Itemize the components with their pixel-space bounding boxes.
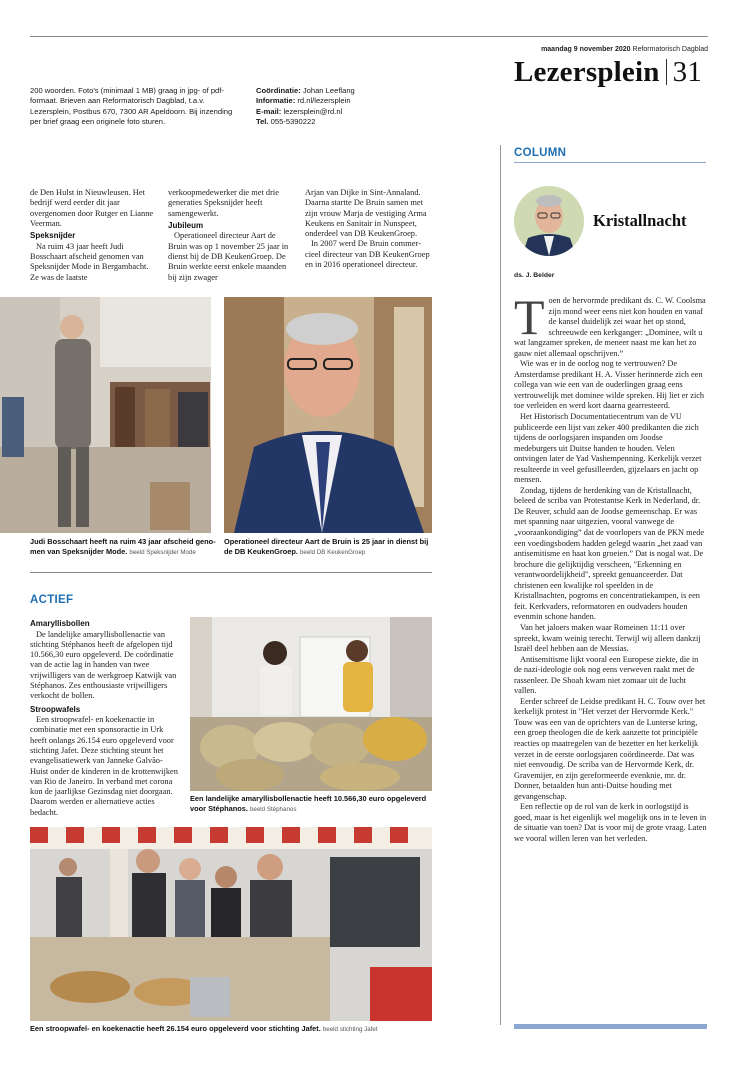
caption-bulbs: Een landelijke amaryllisbollenactie heeft 10.566,30 euro opgeleverd voor Stéphanos. beeld Stéphanos [190,794,427,813]
header-paper: Reformatorisch Dagblad [632,46,708,53]
header-date: maandag 9 november 2020 [541,46,631,53]
caption-aart: Operationeel directeur Aart de Bruin is 25 jaar in dienst bij de DB KeukenGroep. beeld DB KeukenGroep [224,537,429,556]
author-portrait [514,186,584,256]
actief-title: ACTIEF [30,594,74,606]
contact-line: Tel. 055-5390222 [256,117,316,127]
submission-text: 200 woorden. Foto's (minimaal 1 MB) graag in jpg- of pdf-formaat. Brieven aan Reformatorisch Dagblad, t.a.v. Lezersplein, Postbus 670, 7300 AR Apeldoorn. Bij inzending per brief graag een originele foto sturen. [30,86,233,127]
column-end-bar [514,1024,707,1029]
subhead-jubileum: Jubileum [168,220,204,230]
actief-text: Amaryllisbollen De landelijke amaryllisbollenactie van stichting Stéphanos heeft de afgelopen tijd 10.566,30 euro opgeleverd. De coördinatie van de actie lag in handen van twee vrijwilligers van de werkgroep Katwijk van Stéphanos. Zes enthousiaste vrijwilligers verkocht de bollen. Stroopwafels Een stroopwafel- en koekenactie in combinatie met een sponsoractie in Urk heeft onlangs 26.154 euro opgeleverd voor stichting Jafet. Deze stichting steunt het evangelisatiewerk van Janneke Galvão-Huist onder de kinderen in de krottenwijken van Rio de Janeiro. In verband met corona kon de jaarlijkse Gezinsdag niet doorgaan. Daarom werden er alternatieve acties bedacht. [30,619,180,818]
photo-amaryllis-bulbs [190,617,432,791]
section-title-text: Lezersplein [514,56,660,88]
page-header [541,46,708,53]
contact-line: Coördinatie: Johan Leeflang [256,86,355,95]
subhead-stroopwafels: Stroopwafels [30,704,81,714]
column-title: Kristallnacht [593,211,687,230]
subhead-amaryllis: Amaryllisbollen [30,619,90,628]
top-rule [30,36,708,37]
section-title [514,56,702,89]
actief-rule [30,572,432,573]
article-col-2: verkoopmedewerker die met drie generaties Speksnijder heeft samengewerkt. Jubileum Operationeel directeur Aart de Bruin was op 1 november 25 jaar in dienst bij de DB KeukenGroep. De Bruin werkte eerst enkele maanden bij zijn zwager [168,188,296,283]
column-label: COLUMN [514,147,567,159]
column-author: ds. J. Belder [514,272,555,279]
contact-block [256,86,426,128]
photo-stroopwafel-stand [30,827,432,1021]
email-link[interactable]: lezersplein@rd.nl [283,106,343,116]
caption-stroopwafels: Een stroopwafel- en koekenactie heeft 26.154 euro opgeleverd voor stichting Jafet. beeld stichting Jafet [30,1024,378,1033]
contact-line: E-mail: lezersplein@rd.nl [256,106,343,116]
column-body: Toen de hervormde predikant ds. C. W. Coolsma zijn mond weer eens niet kon houden en vanaf de kansel duidelijk zei waar het op stond, schreeuwde een kerkganger: „Dominee, wilt u wat langzamer spreken, de meneer naast me kan het zo gauw niet allemaal opschrijven.” Wie was er in de oorlog nog te vertrouwen? De Amsterdamse predikant H. A. Visser herinnerde zich een collega van wie een van de ouderlingen graag eens vertrouwelijk met dominee wilde spreken. Hij liet er zich toe verleiden en werd kort daarna gearresteerd. Het Historisch Documentatiecentrum van de VU publiceerde een lijst van zeker 400 predikanten die zich tijdens de oorlogsjaren inspanden om Joodse medeburgers uit Duitse handen te houden. Velen ontvingen later de Yad Vashempenning. Kerkelijk verzet resulteerde in veel gefusilleerden, gijzelaars en jacht op mensen. Zondag, tijdens de herdenking van de Kristallnacht, beleed de scriba van Protestantse Kerk in Nederland, dr. De Reuver, schuld aan de Joodse gemeenschap. Er was met spanning naar uitgezien, vooral vanwege de „vooraankondiging” dat de voorlopers van de PKN mede een voedingsbodem hadden gelegd waarin „het zaad van antisemitisme en haat kon groeien.” Dat is nogal wat. De brochure die gelijktijdig verscheen, "Erkenning en verantwoordelijkheid", spreekt genuanceerder. Dat christenen een kwalijke rol speelden in de Kristallnachten, pogroms en concentratiekampen, is een feit. Kerkvaders, reformatoren en oudvaders houden evenmin schone handen. Van het jaloers maken waar Romeinen 11:11 over spreekt, kwam weinig terecht. Terwijl wij alleen dankzij Israël deel hebben aan de Messias. Antisemitisme lijkt vooral een Europese ziekte, die in de nazi-ideologie ook nog eens verweven raakt met de rassenleer. De Shoah kwam niet zomaar uit de lucht vallen. Eerder schreef de Leidse predikant H. C. Touw over het kerkelijk protest in "Het verzet der Hervormde Kerk." Touw was een van de oprichters van de Lunterse kring, een groep theologen die de kerk aanzette tot principiële reacties op maatregelen van de bezetter en het kerkelijk verzet in de eerste oorlogsjaren coördineerde. Dat was niet eenvoudig. De scriba van de Hervormde Kerk, dr. Gravemijer, en zijn gereformeerde evenknie, mr. dr. Donner, betaalden hun anti-Duitse houding met gevangenschap. Een reflectie op de rol van de kerk in oorlogstijd is goed, maar is het eigenlijk wel mogelijk ons in te leven in de situatie van toen? Dat is voor mij de grote vraag. Laten we vooral willen leren van het verleden. [514,289,707,843]
article-col-3: Arjan van Dijke in Sint-Annaland. Daarna startte De Bruin samen met zijn vrouw Marja de vestiging Arma Keukens en Sanitair in Nunspeet, onderdeel van DB KeukenGroep. In 2007 werd De Bruin commercieel directeur van DB KeukenGroep en in 2016 operationeel directeur. [305,188,430,270]
website-link[interactable]: rd.nl/lezersplein [297,96,351,106]
subhead-speksnijder: Speksnijder [30,231,76,241]
contact-line: Informatie: rd.nl/lezersplein [256,96,351,106]
column-label-rule [514,162,706,163]
caption-judi: Judi Bosschaart heeft na ruim 43 jaar afscheid genomen van Speksnijder Mode. beeld Speksnijder Mode [30,537,216,556]
drop-cap: T [514,289,545,345]
article-col-1: de Den Hulst in Nieuwleusen. Het bedrijf werd eerder dit jaar overgenomen door Rutger en Lianne Veerman. Speksnijder Na ruim 43 jaar heeft Judi Bosschaart afscheid genomen van Speksnijder Mode in Bergambacht. Ze was de laatste [30,188,158,283]
photo-aart-de-bruin [224,297,432,533]
column-divider [500,145,501,1025]
photo-judi-bosschaart [0,297,211,533]
page-number: 31 [672,56,702,88]
